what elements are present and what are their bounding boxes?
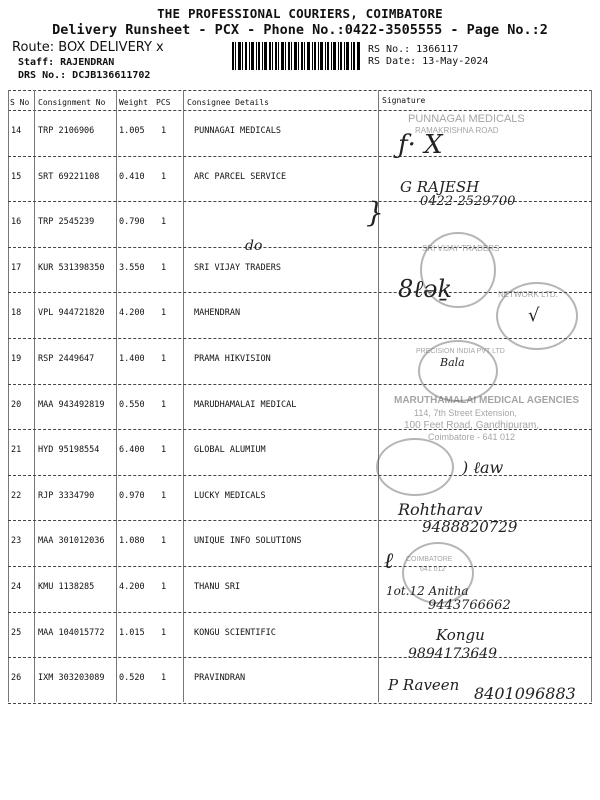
cell-weight: 0.410	[119, 171, 145, 182]
stamp-punnagai-address: RAMAKRISHNA ROAD	[415, 126, 499, 135]
cell-weight: 6.400	[119, 445, 145, 456]
cell-consignee: KONGU SCIENTIFIC	[194, 627, 276, 638]
cell-sno: 18	[11, 308, 22, 319]
cell-consignment: SRT 69221108	[38, 171, 100, 182]
cell-consignee: SRI VIJAY TRADERS	[194, 262, 281, 273]
cell-consignee: MARUDHAMALAI MEDICAL	[194, 399, 297, 410]
cell-sno: 14	[11, 126, 22, 136]
signature-row-24: 1ot.12 Anitha	[386, 584, 469, 598]
cell-consignment: HYD 95198554	[38, 445, 100, 456]
signature-row-15: G RAJESH	[400, 178, 480, 196]
cell-pcs: 1	[161, 262, 167, 273]
signature-row-25: Kongu	[436, 626, 485, 644]
phone-row-26: 8401096883	[474, 684, 576, 703]
cell-consignee: MAHENDRAN	[194, 308, 241, 319]
signature-row-21: ) ℓaw	[462, 458, 504, 477]
cell-consignment: KUR 531398350	[38, 262, 105, 273]
cell-consignment: TRP 2106906	[38, 126, 95, 136]
barcode-image	[232, 42, 360, 70]
cell-consignment: VPL 944721820	[38, 308, 105, 319]
cell-consignee: THANU SRI	[194, 582, 241, 592]
cell-pcs: 1	[161, 627, 167, 638]
cell-consignee: ARC PARCEL SERVICE	[194, 171, 287, 182]
cell-sno: 21	[11, 445, 22, 456]
cell-weight: 0.550	[119, 399, 145, 410]
cell-pcs: 1	[161, 582, 167, 592]
drs-number: DRS No.: DCJB136611702	[18, 70, 151, 81]
company-title: THE PROFESSIONAL COURIERS, COIMBATORE	[157, 6, 443, 21]
cell-sno: 25	[11, 627, 22, 638]
stamp-punnagai: PUNNAGAI MEDICALS	[408, 113, 525, 125]
cell-consignment: TRP 2545239	[38, 217, 95, 228]
header-bottom-rule	[8, 110, 592, 111]
row-separator	[8, 156, 592, 157]
rs-number: RS No.: 1366117	[368, 44, 459, 55]
cell-pcs: 1	[161, 354, 167, 364]
cell-consignment: MAA 104015772	[38, 627, 105, 638]
cell-consignment: MAA 943492819	[38, 399, 105, 410]
col-header-signature: Signature	[382, 96, 426, 105]
cell-pcs: 1	[161, 308, 167, 319]
cell-pcs: 1	[161, 217, 167, 228]
col-header-sno: S No	[10, 98, 30, 107]
cell-sno: 15	[11, 171, 22, 182]
cell-sno: 26	[11, 673, 22, 684]
cell-weight: 1.080	[119, 536, 145, 547]
col-divider	[591, 90, 592, 702]
col-header-consignee: Consignee Details	[187, 98, 269, 107]
phone-row-22: 9488820729	[422, 518, 518, 536]
cell-consignment: MAA 301012036	[38, 536, 105, 547]
cell-pcs: 1	[161, 445, 167, 456]
cell-consignment: KMU 1138285	[38, 582, 95, 592]
stamp-maruthamalai-line4: Coimbatore - 641 012	[428, 432, 516, 442]
cell-weight: 0.790	[119, 217, 145, 228]
cell-sno: 20	[11, 399, 22, 410]
cell-consignee: PRAVINDRAN	[194, 673, 246, 684]
cell-weight: 4.200	[119, 308, 145, 319]
runsheet-title: Delivery Runsheet - PCX - Phone No.:0422-3505555 - Page No.:2	[52, 22, 548, 38]
cell-weight: 3.550	[119, 262, 145, 273]
row-separator	[8, 247, 592, 248]
row-separator	[8, 338, 592, 339]
cell-consignee: UNIQUE INFO SOLUTIONS	[194, 536, 302, 547]
signature-row-23: ℓ	[384, 549, 394, 574]
col-header-consignment: Consignment No	[38, 98, 106, 107]
ditto-mark-row-16: do	[245, 238, 263, 254]
col-divider	[183, 90, 184, 702]
cell-consignee: PUNNAGAI MEDICALS	[194, 126, 281, 136]
col-divider	[8, 90, 9, 702]
bracket-mark: }	[366, 196, 384, 229]
staff-label: Staff: RAJENDRAN	[18, 57, 115, 68]
stamp-maruthamalai-line3: 100 Feet Road, Gandhipuram,	[404, 420, 540, 431]
col-header-pcs: PCS	[156, 98, 171, 107]
cell-weight: 1.005	[119, 126, 145, 136]
cell-sno: 23	[11, 536, 22, 547]
phone-row-15: 0422-2529700	[420, 194, 516, 209]
col-divider	[378, 90, 379, 702]
cell-sno: 24	[11, 582, 22, 592]
cell-pcs: 1	[161, 399, 167, 410]
row-separator	[8, 657, 592, 658]
signature-row-14: ƒ· Х	[398, 130, 443, 160]
cell-weight: 1.015	[119, 627, 145, 638]
col-divider	[116, 90, 117, 702]
row-separator	[8, 384, 592, 385]
cell-pcs: 1	[161, 171, 167, 182]
stamp-network-text: NETWORK LTD.	[498, 290, 558, 299]
stamp-maruthamalai: MARUTHAMALAI MEDICAL AGENCIES	[394, 395, 579, 406]
row-separator	[8, 566, 592, 567]
cell-consignment: RSP 2449647	[38, 354, 95, 364]
cell-sno: 19	[11, 354, 22, 364]
stamp-sri-vijay-text: SRI VIJAY TRADERS	[422, 244, 500, 253]
stamp-hikvision-text: PRECISION INDIA PVT LTD	[416, 348, 505, 355]
cell-pcs: 1	[161, 673, 167, 684]
cell-sno: 22	[11, 490, 22, 501]
cell-sno: 16	[11, 217, 22, 228]
cell-pcs: 1	[161, 490, 167, 501]
row-separator	[8, 475, 592, 476]
cell-weight: 4.200	[119, 582, 145, 592]
cell-pcs: 1	[161, 126, 167, 136]
stamp-unique-line2: 641 012	[420, 566, 446, 573]
stamp-global	[376, 438, 454, 496]
rs-date: RS Date: 13-May-2024	[368, 56, 489, 67]
cell-consignment: RJP 3334790	[38, 490, 95, 501]
cell-consignee: GLOBAL ALUMIUM	[194, 445, 266, 456]
phone-row-25: 9894173649	[408, 646, 498, 662]
cell-weight: 0.520	[119, 673, 145, 684]
phone-row-24: 9443766662	[428, 598, 511, 613]
cell-sno: 17	[11, 262, 22, 273]
stamp-unique-line1: COIMBATORE	[406, 556, 453, 563]
cell-consignee: LUCKY MEDICALS	[194, 490, 266, 501]
cell-consignee: PRAMA HIKVISION	[194, 354, 271, 364]
signature-row-19: Bala	[440, 356, 465, 369]
signature-row-26: P Raveen	[388, 676, 460, 694]
cell-weight: 1.400	[119, 354, 145, 364]
signature-row-17: 8ℓəḵ	[398, 275, 453, 303]
cell-consignment: IXM 303203089	[38, 673, 105, 684]
col-divider	[34, 90, 35, 702]
signature-row-22: Rohtharav	[398, 500, 483, 519]
col-header-weight: Weight	[119, 98, 148, 107]
stamp-maruthamalai-line2: 114, 7th Street Extension,	[414, 408, 517, 418]
table-top-rule	[8, 90, 592, 91]
signature-row-18: √	[528, 305, 540, 326]
route-label: Route: BOX DELIVERY x	[12, 40, 164, 55]
cell-pcs: 1	[161, 536, 167, 547]
cell-weight: 0.970	[119, 490, 145, 501]
row-separator	[8, 703, 592, 704]
